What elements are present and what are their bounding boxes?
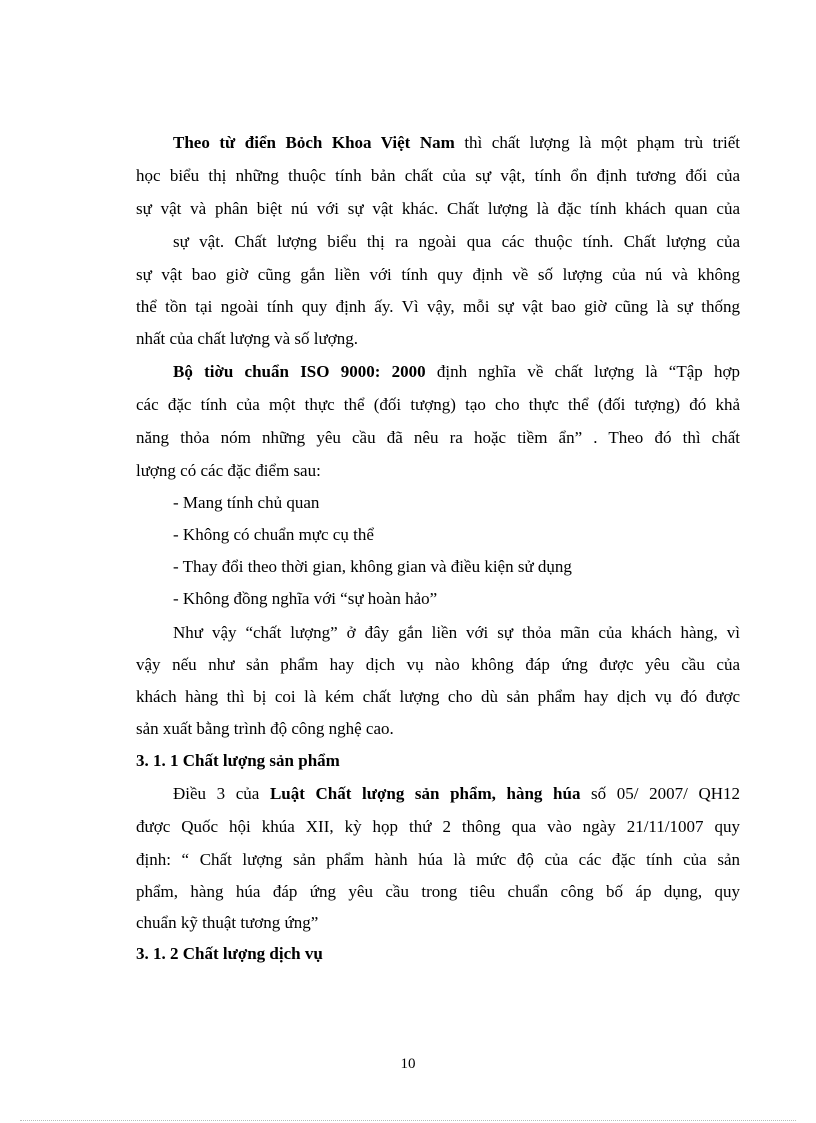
paragraph-1-line-1: Theo từ điển Bỏch Khoa Việt Nam thì chất lượng là một phạm trù triết bbox=[173, 133, 740, 152]
paragraph-3-line-2: vậy nếu như sản phẩm hay dịch vụ nào không đáp ứng được yêu cầu của bbox=[136, 655, 740, 674]
page-bottom-divider bbox=[20, 1120, 796, 1121]
paragraph-3-line-3: khách hàng thì bị coi là kém chất lượng cho dù sản phẩm hay dịch vụ đó được bbox=[136, 687, 740, 706]
section-heading-product-quality: 3. 1. 1 Chất lượng sản phẩm bbox=[136, 751, 340, 770]
paragraph-2-line-3: năng thỏa nóm những yêu cầu đã nêu ra hoặc tiềm ẩn” . Theo đó thì chất bbox=[136, 428, 740, 447]
paragraph-1-line-3: sự vật và phân biệt nú với sự vật khác. Chất lượng là đặc tính khách quan của bbox=[136, 199, 740, 218]
paragraph-4-line-5: chuẩn kỹ thuật tương ứng” bbox=[136, 913, 319, 932]
paragraph-3-line-4: sản xuất bằng trình độ công nghệ cao. bbox=[136, 719, 394, 738]
list-item: - Mang tính chủ quan bbox=[173, 493, 320, 512]
paragraph-2-line-1: Bộ tiờu chuẩn ISO 9000: 2000 định nghĩa về chất lượng là “Tập hợp bbox=[173, 362, 740, 381]
bold-term-iso: Bộ tiờu chuẩn ISO 9000: 2000 bbox=[173, 362, 426, 381]
paragraph-4-line-4: phẩm, hàng húa đáp ứng yêu cầu trong tiêu chuẩn công bố áp dụng, quy bbox=[136, 882, 740, 901]
paragraph-4-line-2: được Quốc hội khúa XII, kỳ họp thứ 2 thông qua vào ngày 21/11/1007 quy bbox=[136, 817, 740, 836]
page-number: 10 bbox=[400, 1056, 416, 1072]
list-item: - Không đồng nghĩa với “sự hoàn hảo” bbox=[173, 589, 438, 608]
list-item: - Không có chuẩn mực cụ thể bbox=[173, 525, 374, 544]
list-item: - Thay đổi theo thời gian, không gian và điều kiện sử dụng bbox=[173, 557, 572, 576]
paragraph-1-line-6: thể tồn tại ngoài tính quy định ấy. Vì vậy, mỗi sự vật bao giờ cũng là sự thống bbox=[136, 297, 740, 316]
paragraph-1-line-2: học biểu thị những thuộc tính bản chất của sự vật, tính ổn định tương đối của bbox=[136, 166, 740, 185]
bold-term-law: Luật Chất lượng sản phẩm, hàng húa bbox=[269, 784, 581, 803]
paragraph-1-line-5: sự vật bao giờ cũng gắn liền với tính quy định về số lượng của nú và không bbox=[136, 265, 740, 284]
bold-term-encyclopedia: Theo từ điển Bỏch Khoa Việt Nam bbox=[173, 133, 455, 152]
paragraph-1-line-4: sự vật. Chất lượng biểu thị ra ngoài qua các thuộc tính. Chất lượng của bbox=[173, 232, 740, 251]
paragraph-3-line-1: Như vậy “chất lượng” ở đây gắn liền với sự thỏa mãn của khách hàng, vì bbox=[173, 623, 740, 642]
paragraph-4-line-3: định: “ Chất lượng sản phẩm hành húa là mức độ của các đặc tính của sản bbox=[136, 850, 740, 869]
paragraph-2-line-4: lượng có các đặc điểm sau: bbox=[136, 461, 321, 480]
paragraph-1-line-7: nhất của chất lượng và số lượng. bbox=[136, 329, 358, 348]
paragraph-4-line-1: Điều 3 của Luật Chất lượng sản phẩm, hàng húa số 05/ 2007/ QH12 bbox=[173, 784, 740, 803]
section-heading-service-quality: 3. 1. 2 Chất lượng dịch vụ bbox=[136, 944, 323, 963]
paragraph-2-line-2: các đặc tính của một thực thể (đối tượng) tạo cho thực thể (đối tượng) đó khả bbox=[136, 395, 740, 414]
